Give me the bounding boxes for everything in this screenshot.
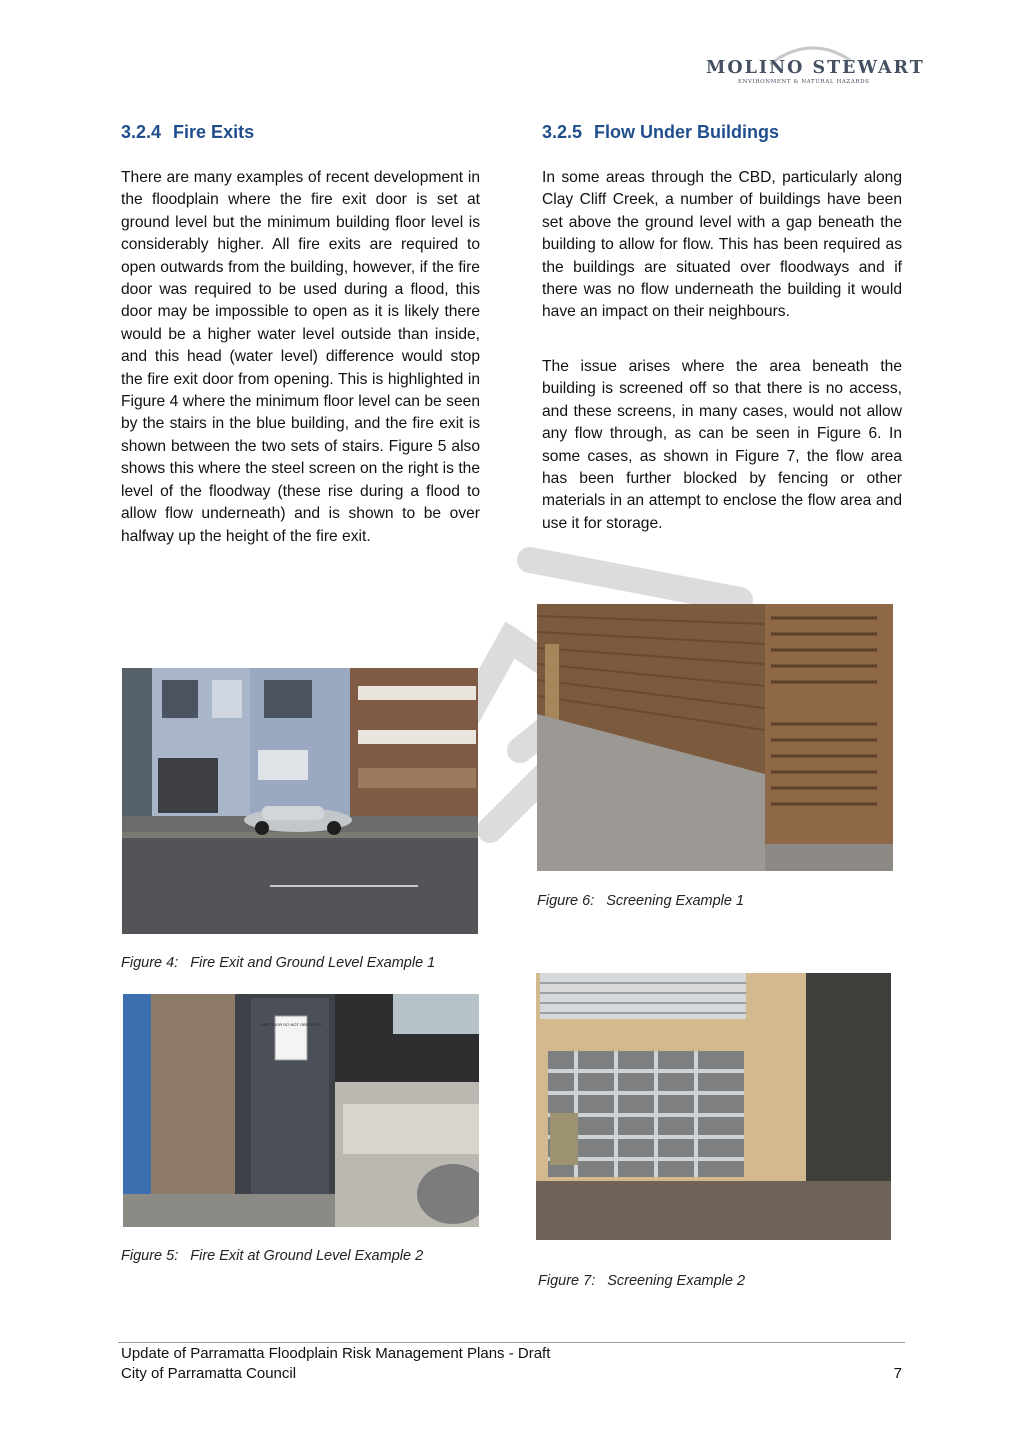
figure-5-photo [123, 994, 479, 1227]
footer-document-title: Update of Parramatta Floodplain Risk Management Plans - Draft [121, 1345, 551, 1362]
fire-door-sign: FIRE DOOR DO NOT OBSTRUCT [260, 1022, 322, 1027]
section-title: Flow Under Buildings [594, 122, 780, 142]
figure-5-number: Figure 5: [121, 1248, 179, 1264]
figure-7-number: Figure 7: [538, 1273, 596, 1289]
section-title: Fire Exits [173, 122, 255, 142]
figure-5-caption [121, 1248, 423, 1264]
company-logo [700, 38, 925, 90]
figure-6-photo [537, 604, 893, 871]
figure-7-caption-text: Screening Example 2 [607, 1273, 746, 1289]
figure-4-caption [121, 955, 435, 971]
section-heading-flow-under-buildings [542, 122, 779, 143]
logo-tagline: ENVIRONMENT & NATURAL HAZARDS [738, 79, 870, 85]
figure-7-caption [538, 1273, 745, 1289]
flow-paragraph-1: In some areas through the CBD, particularly along Clay Cliff Creek, a number of buildings have been set above the ground level with a gap beneath the building to allow for flow. This has been required as the buildings are situated over floodways and if there was no flow underneath the building it would have an impact on their neighbours. [542, 169, 902, 321]
figure-5-caption-text: Fire Exit at Ground Level Example 2 [190, 1248, 424, 1264]
logo-name: MOLINO STEWART [706, 58, 925, 78]
section-number: 3.2.5 [542, 122, 583, 142]
figure-6-caption [537, 893, 744, 909]
section-number: 3.2.4 [121, 122, 162, 142]
page-number: 7 [893, 1365, 902, 1382]
figure-4-number: Figure 4: [121, 955, 179, 971]
fire-exits-paragraph: There are many examples of recent development in the floodplain where the fire exit door is set at ground level but the minimum building floor level is considerably higher. All fire exits are required to open outwards from the building, however, if the fire door was required to be used during a flood, this door may be impossible to open as it is likely there would be a higher water level outside than inside, and this head (water level) difference would stop the fire exit door from opening. This is highlighted in Figure 4 where the minimum floor level can be seen by the stairs in the blue building, and the fire exit is shown between the two sets of stairs. Figure 5 also shows this where the steel screen on the right is the level of the floodway (these rise during a flood to allow flow underneath) and is shown to be over halfway up the height of the fire exit. [121, 169, 480, 545]
figure-6-caption-text: Screening Example 1 [606, 893, 745, 909]
flow-paragraph-2: The issue arises where the area beneath the building is screened off so that there is no access, and these screens, in many cases, would not allow any flow through, as can be seen in Figure 6. In some cases, as shown in Figure 7, the flow area has been further blocked by fencing or other materials in an attempt to enclose the flow area and use it for storage. [542, 358, 902, 532]
footer-divider [118, 1342, 905, 1343]
figure-7-photo [536, 973, 891, 1240]
section-heading-fire-exits [121, 122, 254, 143]
figure-6-number: Figure 6: [537, 893, 595, 909]
figure-4-caption-text: Fire Exit and Ground Level Example 1 [190, 955, 436, 971]
footer-organisation: City of Parramatta Council [121, 1365, 297, 1382]
figure-4-photo [122, 668, 478, 934]
